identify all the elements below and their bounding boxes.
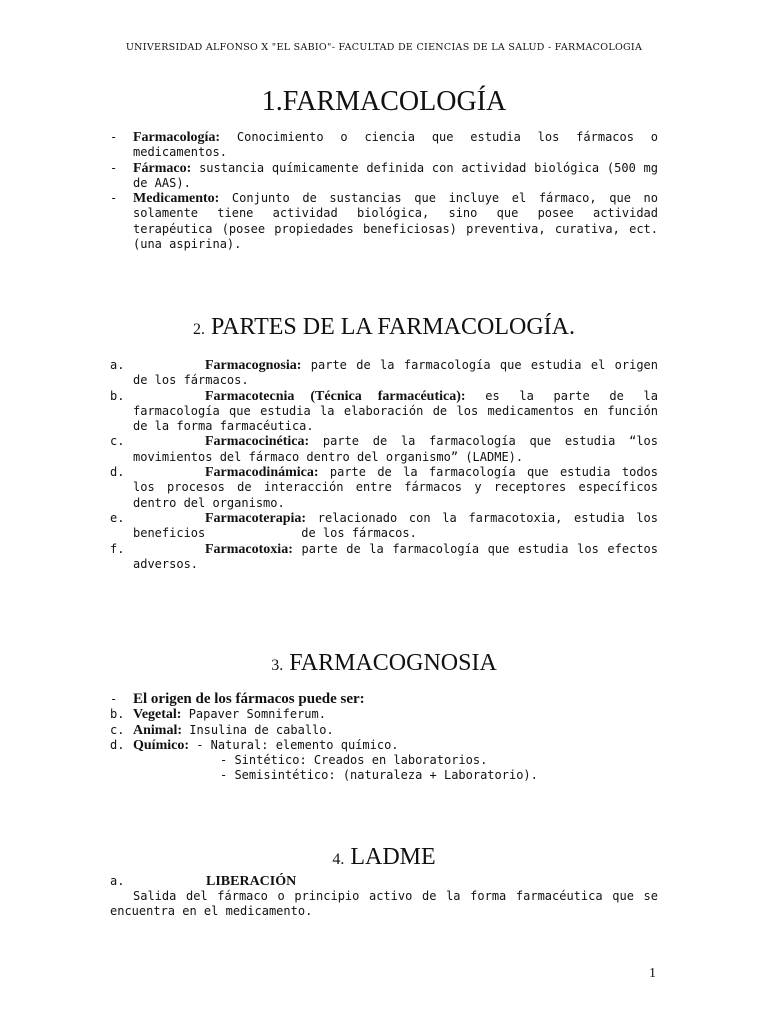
section-3-title: [0, 650, 768, 677]
list-marker: a.: [110, 874, 125, 888]
section-3-list: [110, 692, 658, 784]
list-item: [110, 191, 658, 252]
section-title-text: PARTES DE LA FARMACOLOGÍA.: [211, 314, 575, 340]
section-2-title: [0, 314, 768, 341]
term-medicamento: Medicamento:: [133, 191, 220, 207]
section-4-body: [110, 874, 658, 920]
section-2-list: [110, 358, 658, 572]
definition-text: parte de la farmacología que estudia todos los procesos de interacción entre fármacos y receptores específicos dentro del organismo.: [133, 465, 658, 510]
definition-text: Papaver Somniferum.: [181, 707, 326, 722]
list-marker: b.: [110, 707, 125, 722]
list-marker: d.: [110, 737, 125, 752]
definition-text: es la parte de la farmacología que estudia la elaboración de los medicamentos en función de la forma farmacéutica.: [133, 388, 658, 434]
list-item: [110, 434, 658, 465]
list-marker: a.: [110, 358, 125, 372]
definition-text: Conocimiento o ciencia que estudia los fármacos o medicamentos.: [133, 130, 658, 160]
list-item: [110, 738, 658, 753]
definition-text: parte de la farmacología que estudia los efectos adversos.: [133, 541, 658, 571]
term-farmacotoxia: Farmacotoxia:: [205, 541, 293, 557]
list-marker: b.: [110, 388, 125, 403]
subsection-heading: [110, 874, 658, 889]
definition-text: Insulina de caballo.: [182, 722, 334, 737]
origin-heading: El origen de los fármacos puede ser:: [133, 691, 365, 707]
list-item: [110, 161, 658, 192]
section-4-title: [0, 844, 768, 871]
section-title-text: FARMACOGNOSIA: [289, 650, 497, 676]
list-marker: -: [110, 191, 118, 206]
running-header: UNIVERSIDAD ALFONSO X "EL SABIO"- FACULTAD DE CIENCIAS DE LA SALUD - FARMACOLOGIA: [125, 42, 643, 53]
term-quimico: Químico:: [133, 737, 189, 753]
paragraph: Salida del fármaco o principio activo de la forma farmacéutica que se encuentra en el medicamento.: [110, 889, 658, 919]
list-marker: c.: [110, 722, 125, 737]
term-vegetal: Vegetal:: [133, 707, 182, 723]
origin-intro: [110, 692, 658, 707]
section-number: 3.: [271, 657, 284, 674]
term-farmacognosia: Farmacognosia:: [205, 358, 302, 373]
list-marker: -: [110, 692, 118, 706]
list-item: [110, 358, 658, 389]
list-item: [110, 389, 658, 435]
section-1-list: [110, 130, 658, 252]
continuation-line: - Semisintético: (naturaleza + Laboratorio).: [220, 768, 538, 783]
definition-text: parte de la farmacología que estudia el origen de los fármacos.: [133, 358, 658, 388]
list-item: [110, 130, 658, 161]
subsection-label: LIBERACIÓN: [206, 874, 297, 889]
term-farmacologia: Farmacología:: [133, 130, 221, 145]
list-marker: f.: [110, 541, 125, 556]
list-marker: c.: [110, 434, 125, 449]
list-marker: d.: [110, 465, 125, 480]
section-number: 4.: [332, 851, 345, 868]
section-number: 2.: [193, 321, 206, 338]
term-farmaco: Fármaco:: [133, 160, 192, 176]
term-farmacoterapia: Farmacoterapia:: [205, 510, 307, 526]
definition-text: Conjunto de sustancias que incluye el fármaco, que no solamente tiene actividad biológica, sino que posee actividad terapéutica (posee propiedades beneficiosas) preventiva, curativa, ect. (una aspirina).: [133, 191, 658, 252]
list-item: [110, 707, 658, 722]
list-item: [110, 723, 658, 738]
list-item: [110, 465, 658, 511]
continuation-line: - Sintético: Creados en laboratorios.: [220, 753, 488, 768]
definition-text: - Natural: elemento químico.: [189, 737, 399, 752]
definition-text: sustancia químicamente definida con actividad biológica (500 mg de AAS).: [133, 160, 658, 190]
list-marker: -: [110, 160, 118, 175]
definition-text-cont: de los fármacos.: [301, 526, 417, 541]
term-animal: Animal:: [133, 722, 182, 738]
term-farmacotecnia: Farmacotecnia (Técnica farmacéutica):: [205, 388, 466, 404]
definition-text: parte de la farmacología que estudia “los movimientos del fármaco dentro del organismo” (LADME).: [133, 434, 658, 464]
list-item: [110, 511, 658, 542]
term-farmacocinetica: Farmacocinética:: [205, 434, 310, 450]
page-number: 1: [649, 966, 656, 981]
list-marker: e.: [110, 510, 125, 525]
term-farmacodinamica: Farmacodinámica:: [205, 465, 319, 481]
definition-text: relacionado con la farmacotoxia, estudia los beneficios: [133, 510, 658, 541]
section-1-title: 1.FARMACOLOGÍA: [261, 86, 507, 117]
list-item: [110, 542, 658, 573]
section-title-text: LADME: [350, 844, 436, 870]
list-marker: -: [110, 130, 118, 144]
